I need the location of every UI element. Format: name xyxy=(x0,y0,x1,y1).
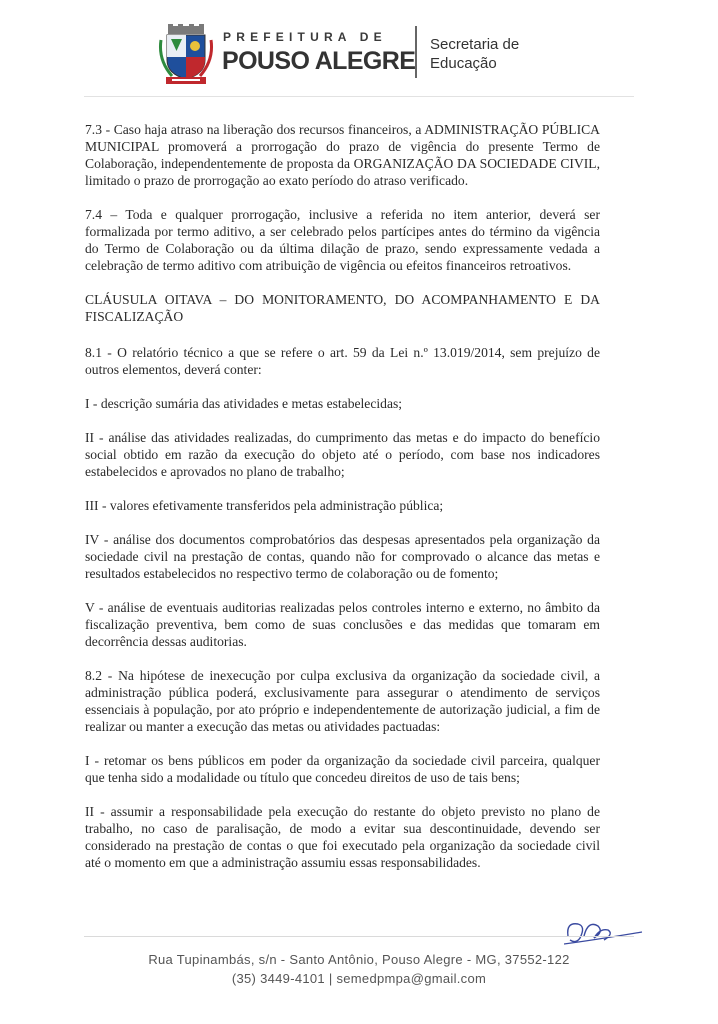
footer-address: Rua Tupinambás, s/n - Santo Antônio, Pouso Alegre - MG, 37552-122 xyxy=(148,952,570,967)
document-body xyxy=(85,121,600,888)
item-ii: II - análise das atividades realizadas, do cumprimento das metas e do impacto do benefício social obtido em razão da execução do objeto até o período, com base nos indicadores estabelecidos e aprovados no plano de trabalho; xyxy=(85,430,600,479)
clause-heading: CLÁUSULA OITAVA – DO MONITORAMENTO, DO ACOMPANHAMENTO E DA FISCALIZAÇÃO xyxy=(85,292,600,324)
municipal-crest-icon xyxy=(158,24,214,86)
city-name: POUSO ALEGRE xyxy=(222,47,416,75)
department-line-1: Secretaria de xyxy=(430,36,520,53)
paragraph-7-4: 7.4 – Toda e qualquer prorrogação, inclusive a referida no item anterior, deverá ser formalizada por termo aditivo, a ser celebrado pelos partícipes antes do término da vigência do Termo de Colaboração ou da última dilação de prazo, sendo expressamente vedada a celebração de termo aditivo com atribuição de vigência ou efeitos financeiros retroativos. xyxy=(85,207,600,273)
paragraph-8-1: 8.1 - O relatório técnico a que se refere o art. 59 da Lei n.º 13.019/2014, sem prejuízo de outros elementos, deverá conter: xyxy=(85,345,600,377)
department-line-2: Educação xyxy=(430,55,497,72)
item-v: V - análise de eventuais auditorias realizadas pelos controles interno e externo, no âmbito da fiscalização preventiva, bem como de suas conclusões e das medidas que tomaram em decorrência dessas auditorias. xyxy=(85,600,600,649)
footer-rule xyxy=(84,936,634,937)
header-divider xyxy=(415,26,417,78)
item-i: I - descrição sumária das atividades e metas estabelecidas; xyxy=(85,396,403,411)
footer-contact: (35) 3449-4101 | semedpmpa@gmail.com xyxy=(231,971,487,986)
item-iii: III - valores efetivamente transferidos pela administração pública; xyxy=(85,498,444,513)
letterhead xyxy=(158,22,578,88)
item-8-2-i: I - retomar os bens públicos em poder da organização da sociedade civil parceira, qualquer que tenha sido a modalidade ou título que concedeu direitos de uso de tais bens; xyxy=(85,753,600,785)
item-iv: IV - análise dos documentos comprobatórios das despesas apresentados pela organização da sociedade civil na prestação de contas, quando não for comprovado o alcance das metas e resultados estabelecidos no respectivo termo de colaboração ou de fomento; xyxy=(85,532,600,581)
item-8-2-ii: II - assumir a responsabilidade pela execução do restante do objeto previsto no plano de trabalho, no caso de paralisação, de modo a evitar sua descontinuidade, devendo ser considerado na prestação de contas o que foi executado pela organização da sociedade civil até o momento em que a administração assumiu essas responsabilidades. xyxy=(85,804,600,870)
prefeitura-label: PREFEITURA DE xyxy=(223,30,387,44)
header-rule xyxy=(84,96,634,97)
paragraph-8-2: 8.2 - Na hipótese de inexecução por culpa exclusiva da organização da sociedade civil, a administração pública poderá, exclusivamente para assegurar o atendimento de serviços essenciais à população, por ato próprio e independentemente de autorização judicial, a fim de realizar ou manter a execução das metas ou atividades pactuadas: xyxy=(85,668,600,734)
handwritten-initials xyxy=(564,914,644,948)
paragraph-7-3: 7.3 - Caso haja atraso na liberação dos recursos financeiros, a ADMINISTRAÇÃO PÚBLICA MUNICIPAL promoverá a prorrogação do prazo de vigência do presente Termo de Colaboração, independentemente de proposta da ORGANIZAÇÃO DA SOCIEDADE CIVIL, limitado o prazo de prorrogação ao exato período do atraso verificado. xyxy=(85,122,600,188)
